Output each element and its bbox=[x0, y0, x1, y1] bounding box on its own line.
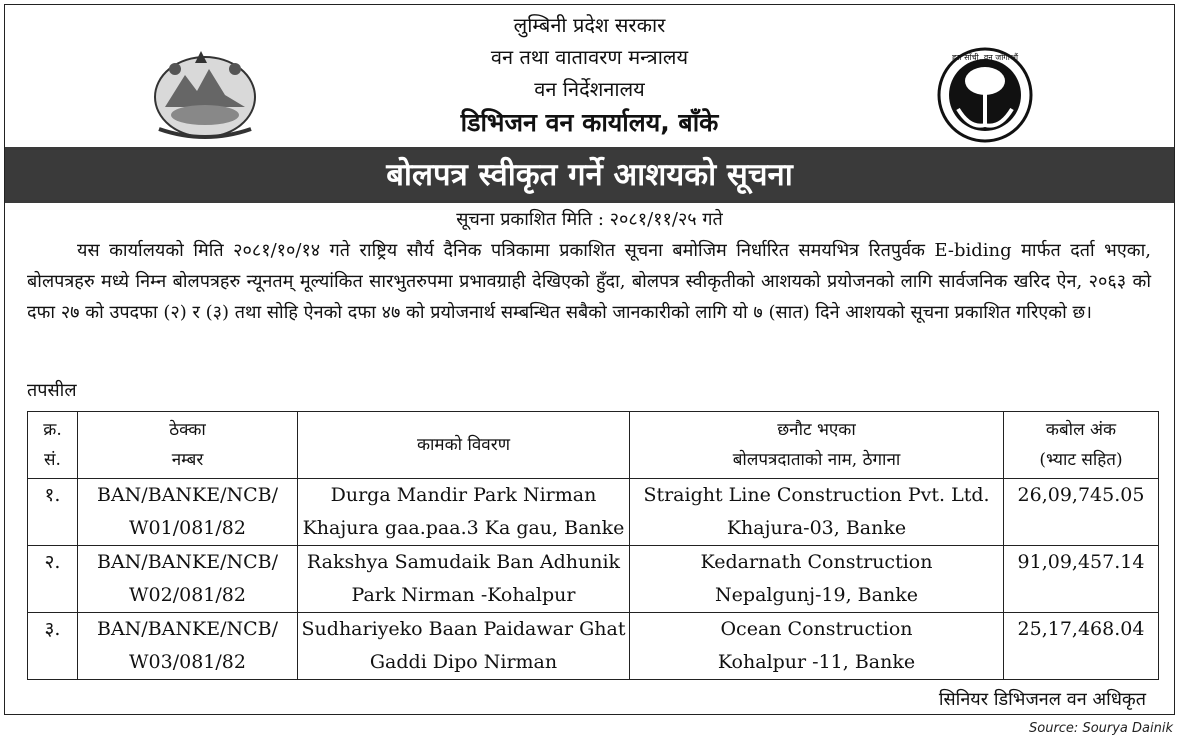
notice-paragraph: यस कार्यालयको मिति २०८१/१०/१४ गते राष्ट्रिय सौर्य दैनिक पत्रिकामा प्रकाशित सूचना बमोजिम निर्धारित समयभित्र रितपुर्वक E-biding मार्फत दर्ता भएका, बोलपत्रहरु मध्ये निम्न बोलपत्रहरु न्यूनतम् मूल्यांकित सारभुतरुपमा प्रभावग्राही देखिएको हुँदा, बोलपत्र स्वीकृतीको आशयको प्रयोजनको लागि सार्वजनिक खरिद ऐन, २०६३ को दफा २७ को उपदफा (२) र (३) तथा सोहि ऐनको दफा ४७ को प्रयोजनार्थ सम्बन्धित सबैको जानकारीको लागि यो ७ (सात) दिने आशयको सूचना प्रकाशित गरिएको छ। bbox=[27, 240, 1151, 323]
cell-contract: BAN/BANKE/NCB/ W02/081/82 bbox=[78, 546, 298, 613]
notice-body bbox=[27, 235, 1151, 328]
cell-description: Durga Mandir Park Nirman Khajura gaa.paa.3 Ka gau, Banke bbox=[298, 479, 630, 546]
table-header-row bbox=[28, 412, 1159, 479]
cell-amount: 26,09,745.05 bbox=[1004, 479, 1159, 546]
notice-sheet bbox=[4, 4, 1175, 715]
ministry-name: वन तथा वातावरण मन्त्रालय bbox=[490, 45, 689, 69]
header-description: कामको विवरण bbox=[298, 412, 630, 479]
table-row bbox=[28, 546, 1159, 613]
cell-sn: २. bbox=[28, 546, 78, 613]
source-credit: Source: Sourya Dainik bbox=[1029, 721, 1173, 736]
header-amount: कबोल अंक (भ्याट सहित) bbox=[1004, 412, 1159, 479]
header-contract: ठेक्का नम्बर bbox=[78, 412, 298, 479]
logo-motto: हरा सोंची, वन जोगाऔं bbox=[951, 53, 1019, 62]
header-bidder: छनौट भएका बोलपत्रदाताको नाम, ठेगाना bbox=[630, 412, 1004, 479]
cell-contract: BAN/BANKE/NCB/ W01/081/82 bbox=[78, 479, 298, 546]
cell-amount: 25,17,468.04 bbox=[1004, 613, 1159, 680]
cell-amount: 91,09,457.14 bbox=[1004, 546, 1159, 613]
cell-contract: BAN/BANKE/NCB/ W03/081/82 bbox=[78, 613, 298, 680]
cell-sn: १. bbox=[28, 479, 78, 546]
directorate-name: वन निर्देशनालय bbox=[534, 77, 645, 101]
published-date: सूचना प्रकाशित मिति : २०८१/११/२५ गते bbox=[456, 209, 723, 230]
cell-sn: ३. bbox=[28, 613, 78, 680]
header-sn: क्र. सं. bbox=[28, 412, 78, 479]
details-label: तपसील bbox=[27, 380, 77, 401]
cell-description: Sudhariyeko Baan Paidawar Ghat Gaddi Dipo Nirman bbox=[298, 613, 630, 680]
table-row bbox=[28, 613, 1159, 680]
tender-table bbox=[27, 411, 1159, 680]
header bbox=[5, 9, 1174, 141]
office-name: डिभिजन वन कार्यालय, बाँके bbox=[460, 108, 719, 137]
cell-bidder: Kedarnath Construction Nepalgunj-19, Banke bbox=[630, 546, 1004, 613]
cell-description: Rakshya Samudaik Ban Adhunik Park Nirman -Kohalpur bbox=[298, 546, 630, 613]
signatory: सिनियर डिभिजनल वन अधिकृत bbox=[938, 689, 1146, 710]
table-row bbox=[28, 479, 1159, 546]
cell-bidder: Ocean Construction Kohalpur -11, Banke bbox=[630, 613, 1004, 680]
notice-title: बोलपत्र स्वीकृत गर्ने आशयको सूचना bbox=[5, 147, 1174, 203]
province-government: लुम्बिनी प्रदेश सरकार bbox=[513, 13, 666, 37]
cell-bidder: Straight Line Construction Pvt. Ltd. Khajura-03, Banke bbox=[630, 479, 1004, 546]
